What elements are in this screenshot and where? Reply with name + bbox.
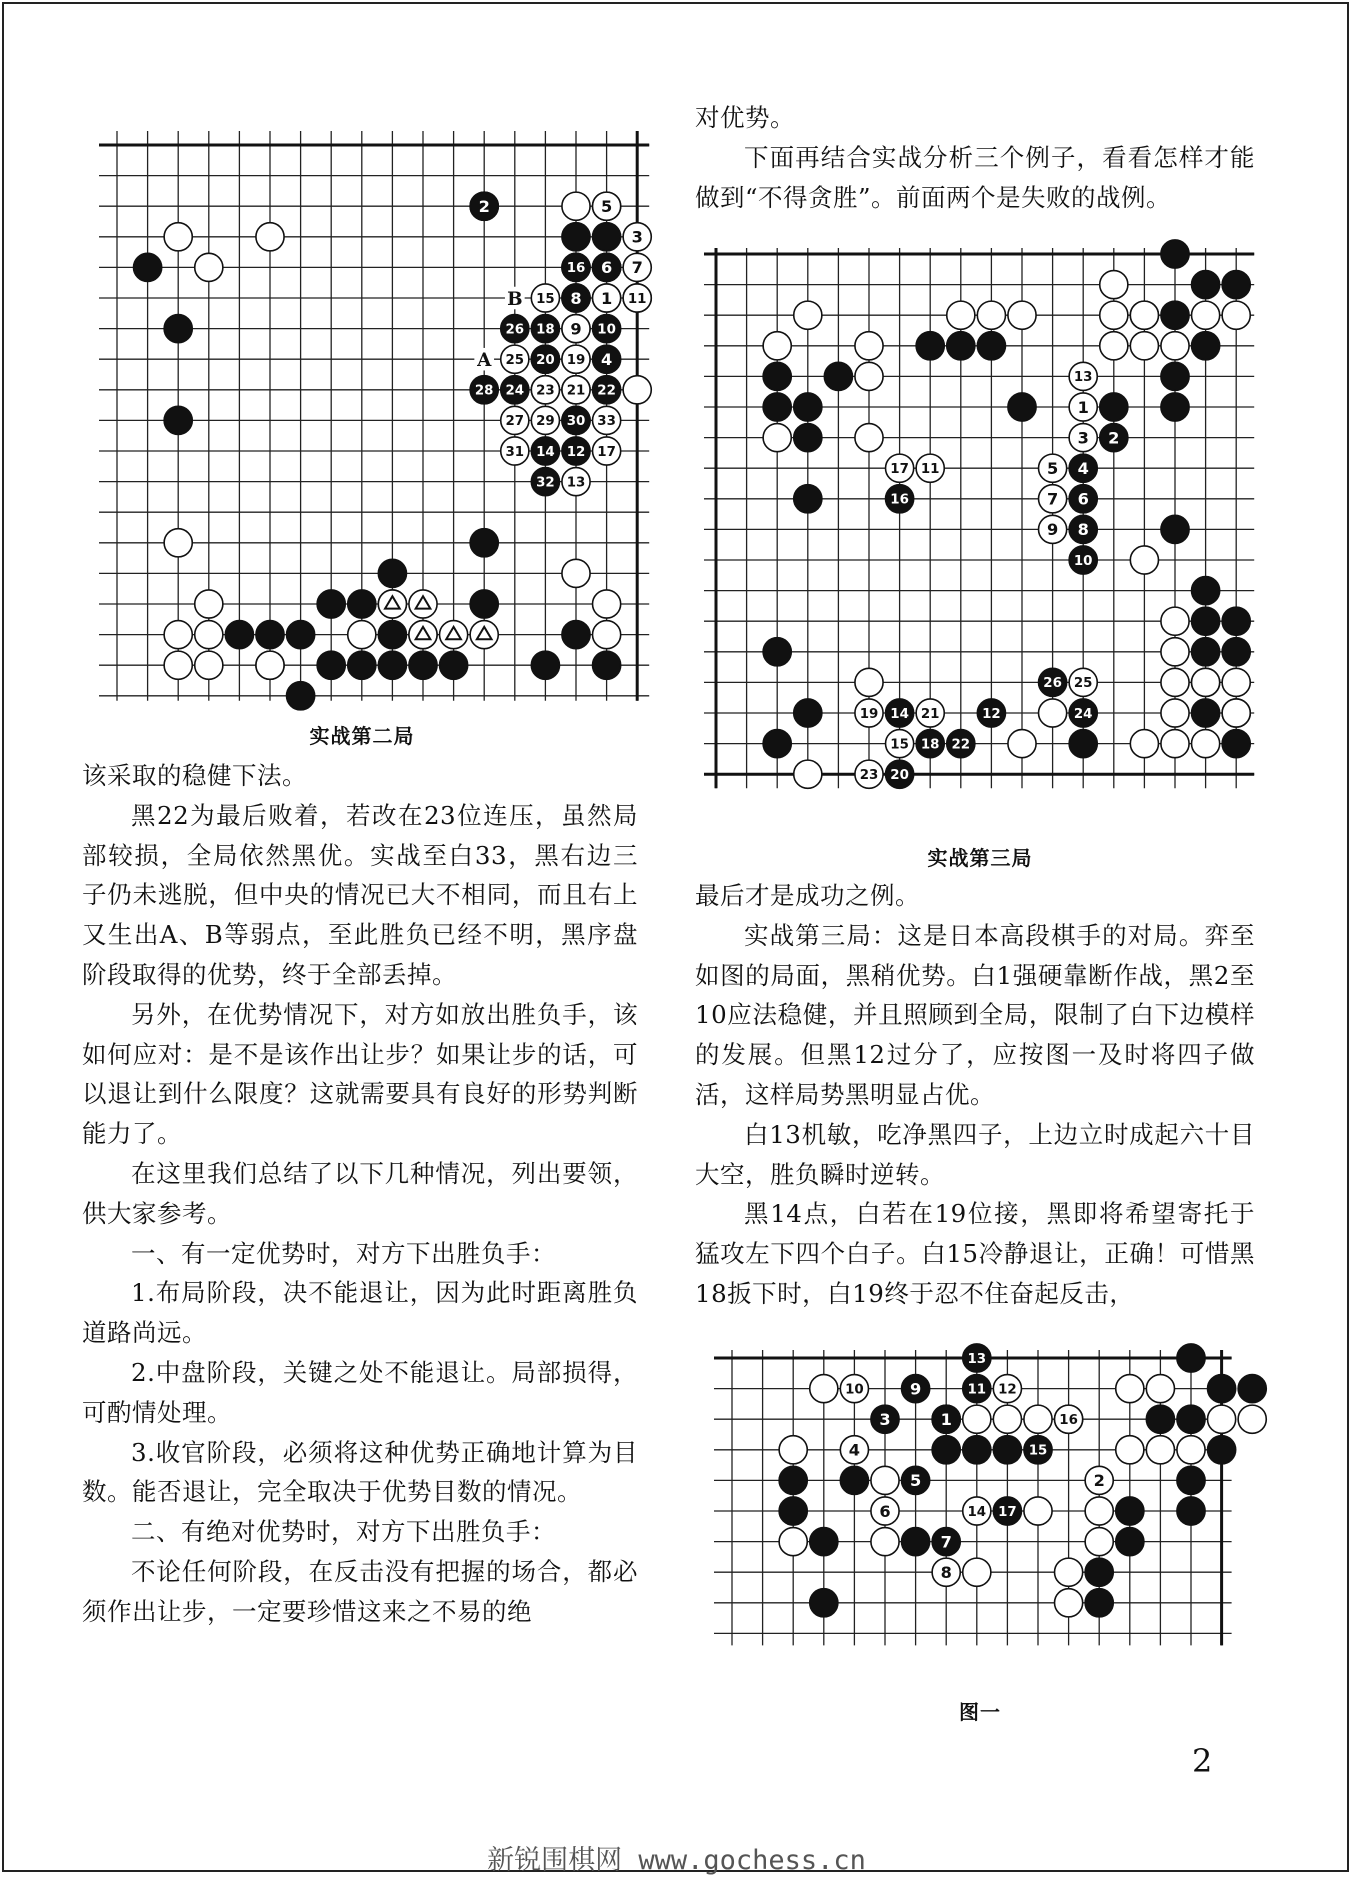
black-stone [440, 651, 468, 679]
stone-number: 33 [597, 414, 616, 430]
white-stone [1161, 332, 1189, 360]
go-board-game3 [702, 248, 1258, 808]
black-stone [593, 223, 621, 251]
black-stone [1177, 1405, 1205, 1433]
paragraph: 在这里我们总结了以下几种情况，列出要领，供大家参考。 [82, 1158, 638, 1228]
stone-number: 7 [940, 1532, 952, 1552]
black-stone [531, 651, 559, 679]
paragraph: 3.收官阶段，必须将这种优势正确地计算为目数。能否退让，完全取决于优势目数的情况。 [82, 1437, 638, 1507]
black-stone [1161, 240, 1189, 268]
black-stone [810, 1589, 838, 1617]
stone-number: 8 [940, 1563, 952, 1583]
black-stone [763, 393, 791, 421]
black-stone [794, 485, 822, 513]
black-stone [1161, 393, 1189, 421]
footer-watermark: 新锐围棋网 www.gochess.cn [487, 1845, 866, 1876]
white-stone [256, 223, 284, 251]
paragraph: 另外，在优势情况下，对方如放出胜负手，该如何应对：是不是该作出让步？如果让步的话，可以退让到什么限度？这就需要具有良好的形势判断能力了。 [82, 999, 638, 1149]
paragraph: 下面再结合实战分析三个例子，看看怎样才能做到“不得贪胜”。前面两个是失败的战例。 [695, 142, 1255, 212]
stone-number: 16 [1059, 1413, 1078, 1429]
paragraph: 不论任何阶段，在反击没有把握的场合，都必须作出让步，一定要珍惜这来之不易的绝 [82, 1556, 638, 1626]
black-stone [1177, 1466, 1205, 1494]
stone-number: 5 [600, 197, 613, 217]
white-stone [779, 1436, 807, 1464]
stone-number: 28 [474, 383, 494, 399]
white-stone [763, 332, 791, 360]
board-svg [702, 1340, 1258, 1680]
black-stone [1222, 638, 1250, 666]
stone-number: 31 [505, 444, 525, 460]
black-stone [562, 621, 590, 649]
stone-number: 15 [890, 737, 909, 753]
white-stone [977, 301, 1005, 329]
stone-number: 1 [1077, 397, 1089, 417]
stone-number: 16 [566, 261, 586, 277]
stone-number: 9 [570, 319, 582, 339]
black-stone [134, 253, 162, 281]
stone-number: 14 [536, 444, 555, 460]
black-stone [794, 393, 822, 421]
stone-number: 26 [1043, 676, 1062, 692]
stone-number: 20 [536, 353, 555, 369]
board-letter-B: B [507, 289, 523, 311]
white-stone [1192, 730, 1220, 758]
stone-number: 1 [600, 288, 613, 308]
stone-number: 23 [536, 383, 555, 399]
white-stone [1100, 332, 1128, 360]
white-stone [623, 376, 651, 404]
stone-number: 27 [505, 414, 525, 430]
black-stone [779, 1466, 807, 1494]
black-stone [810, 1528, 838, 1556]
white-stone [947, 301, 975, 329]
white-stone [794, 760, 822, 788]
black-stone [1222, 271, 1250, 299]
white-stone-triangle [409, 590, 437, 618]
black-stone [287, 682, 315, 710]
paragraph: 一、有一定优势时，对方下出胜负手： [131, 1238, 556, 1268]
white-stone [1008, 730, 1036, 758]
black-stone [317, 590, 345, 618]
black-stone [1161, 515, 1189, 543]
stone-number: 2 [1108, 428, 1120, 448]
numbered-black-stone [963, 1436, 991, 1464]
white-stone [1161, 699, 1189, 727]
paragraph: 该采取的稳健下法。 [82, 761, 307, 790]
stone-number: 22 [951, 737, 971, 753]
white-stone [195, 651, 223, 679]
numbered-black-stone [932, 1436, 960, 1464]
black-stone [1177, 1497, 1205, 1525]
stone-number: 2 [1093, 1471, 1105, 1491]
stone-number: 8 [570, 288, 582, 308]
black-stone [947, 332, 975, 360]
white-stone [1008, 301, 1036, 329]
black-stone [779, 1497, 807, 1525]
white-stone [1146, 1375, 1174, 1403]
white-stone [1192, 668, 1220, 696]
white-stone [562, 192, 590, 220]
white-stone [1161, 668, 1189, 696]
stone-number: 12 [982, 706, 1001, 722]
white-stone [1130, 730, 1158, 758]
black-stone [1192, 577, 1220, 605]
white-stone [1177, 1436, 1205, 1464]
stone-number: 4 [848, 1440, 861, 1460]
caption-figure1: 图一 [959, 1700, 1001, 1724]
stone-number: 11 [967, 1382, 987, 1398]
white-stone [593, 621, 621, 649]
black-stone [348, 590, 376, 618]
black-stone [1146, 1405, 1174, 1433]
white-stone [1116, 1375, 1144, 1403]
black-stone [1192, 271, 1220, 299]
stone-number: 17 [890, 462, 909, 478]
black-stone [409, 651, 437, 679]
paragraph: 对优势。 [695, 103, 795, 132]
stone-number: 19 [566, 353, 586, 369]
black-stone [1192, 332, 1220, 360]
stone-number: 32 [536, 475, 555, 491]
black-stone [902, 1528, 930, 1556]
white-stone [1222, 301, 1250, 329]
white-stone-triangle [440, 621, 468, 649]
stone-number: 12 [566, 444, 586, 460]
stone-number: 5 [1046, 459, 1059, 479]
stone-number: 19 [859, 706, 879, 722]
stone-number: 13 [1073, 370, 1093, 386]
stone-number: 2 [478, 197, 490, 217]
white-stone [195, 621, 223, 649]
black-stone [763, 638, 791, 666]
white-stone [164, 529, 192, 557]
white-stone [164, 223, 192, 251]
stone-number: 13 [967, 1351, 987, 1367]
paragraph: 实战第三局：这是日本高段棋手的对局。弈至如图的局面，黑稍优势。白1强硬靠断作战，黑2至10应法稳健，并且照顾到全局，限制了白下边模样的发展。但黑12过分了，应按图一及时将四子做活，这样局势黑明显占优。 [695, 920, 1255, 1109]
white-stone-triangle [409, 621, 437, 649]
paragraph: 黑22为最后败着，若改在23位连压，虽然局部较损，全局依然黑优。实战至白33，黑右边三子仍未逃脱，但中央的情况已大不相同，而且右上又生出A、B等弱点，至此胜负已经不明，黑序盘阶段取得的优势，终于全部丢掉。 [82, 800, 638, 989]
stone-number: 24 [505, 383, 525, 399]
white-stone [164, 651, 192, 679]
stone-number: 11 [627, 291, 647, 307]
black-stone [916, 332, 944, 360]
white-stone [1161, 638, 1189, 666]
white-stone [1055, 1558, 1083, 1586]
white-stone [1100, 301, 1128, 329]
white-stone [1161, 607, 1189, 635]
white-stone [1146, 1436, 1174, 1464]
white-stone [1208, 1405, 1236, 1433]
stone-number: 9 [1046, 520, 1059, 540]
black-stone [1222, 730, 1250, 758]
white-stone [855, 668, 883, 696]
white-stone [855, 424, 883, 452]
black-stone [763, 730, 791, 758]
stone-number: 7 [1046, 489, 1059, 509]
stone-number: 30 [566, 414, 586, 430]
black-stone [794, 424, 822, 452]
stone-number: 17 [597, 444, 616, 460]
stone-number: 18 [920, 737, 940, 753]
white-stone [779, 1528, 807, 1556]
stone-number: 6 [600, 258, 613, 278]
stone-number: 23 [859, 768, 879, 784]
black-stone [1116, 1528, 1144, 1556]
white-stone [1161, 730, 1189, 758]
stone-number: 4 [1077, 459, 1089, 479]
stone-number: 12 [998, 1382, 1017, 1398]
black-stone [164, 406, 192, 434]
board-letter-A: A [477, 350, 492, 372]
go-board-figure1 [702, 1340, 1258, 1680]
white-stone [1100, 271, 1128, 299]
stone-number: 26 [505, 322, 525, 338]
stone-number: 3 [631, 227, 643, 247]
white-stone [1238, 1405, 1266, 1433]
white-stone [1130, 301, 1158, 329]
white-stone [871, 1466, 899, 1494]
left-column-text [82, 756, 638, 1632]
stone-number: 25 [505, 353, 525, 369]
right-column-middle-text [695, 876, 1255, 1314]
white-stone [1222, 699, 1250, 727]
white-stone [1192, 301, 1220, 329]
white-stone [593, 590, 621, 618]
black-stone [164, 315, 192, 343]
paragraph: 二、有绝对优势时，对方下出胜负手： [131, 1517, 556, 1547]
stone-number: 6 [1077, 489, 1089, 509]
stone-number: 21 [920, 706, 940, 722]
black-stone [225, 621, 253, 649]
stone-number: 15 [1028, 1443, 1048, 1459]
black-stone [1192, 607, 1220, 635]
black-stone [1085, 1589, 1113, 1617]
black-stone [840, 1466, 868, 1494]
white-stone [794, 301, 822, 329]
white-stone [1130, 332, 1158, 360]
white-stone [1085, 1497, 1113, 1525]
black-stone [1100, 393, 1128, 421]
caption-game2: 实战第二局 [309, 724, 415, 748]
black-stone [562, 223, 590, 251]
black-stone [470, 590, 498, 618]
stone-number: 10 [597, 322, 616, 338]
stone-number: 14 [890, 706, 909, 722]
black-stone [977, 332, 1005, 360]
paragraph: 白13机敏，吃净黑四子，上边立时成起六十目大空，胜负瞬时逆转。 [695, 1119, 1255, 1189]
paragraph: 2.中盘阶段，关键之处不能退让。局部损得，可酌情处理。 [82, 1357, 638, 1427]
stone-number: 24 [1073, 706, 1093, 722]
black-stone [378, 559, 406, 587]
stone-number: 22 [597, 383, 616, 399]
stone-number: 14 [967, 1504, 987, 1520]
white-stone [963, 1405, 991, 1433]
numbered-black-stone [993, 1436, 1021, 1464]
stone-number: 3 [879, 1410, 891, 1430]
black-stone [378, 651, 406, 679]
white-stone-triangle [470, 621, 498, 649]
black-stone [348, 651, 376, 679]
stone-number: 16 [890, 492, 909, 508]
white-stone [993, 1405, 1021, 1433]
stone-number: 10 [845, 1382, 864, 1398]
stone-number: 15 [536, 291, 555, 307]
white-stone [1222, 668, 1250, 696]
black-stone [1208, 1375, 1236, 1403]
white-stone [256, 651, 284, 679]
white-stone [871, 1528, 899, 1556]
black-stone [1192, 638, 1220, 666]
white-stone [763, 424, 791, 452]
black-stone [1116, 1497, 1144, 1525]
white-stone [1024, 1405, 1052, 1433]
white-stone [1130, 546, 1158, 574]
white-stone [855, 362, 883, 390]
black-stone [794, 699, 822, 727]
board-svg [84, 115, 647, 700]
stone-number: 10 [1073, 553, 1093, 569]
stone-number: 9 [909, 1379, 922, 1399]
stone-number: 8 [1077, 520, 1089, 540]
right-column-top-text [695, 98, 1255, 217]
white-stone [1116, 1436, 1144, 1464]
black-stone [1085, 1558, 1113, 1586]
paragraph: 最后才是成功之例。 [695, 881, 920, 910]
paragraph: 黑14点，白若在19位接，黑即将希望寄托于猛攻左下四个白子。白15冷静退让，正确！可惜黑18扳下时，白19终于忍不住奋起反击， [695, 1199, 1255, 1308]
black-stone [378, 621, 406, 649]
black-stone [593, 651, 621, 679]
white-stone [195, 253, 223, 281]
white-stone [562, 559, 590, 587]
black-stone [470, 529, 498, 557]
stone-number: 11 [920, 462, 940, 478]
black-stone [1008, 393, 1036, 421]
stone-number: 20 [890, 768, 909, 784]
white-stone [1055, 1589, 1083, 1617]
black-stone [763, 362, 791, 390]
stone-number: 21 [566, 383, 586, 399]
black-stone [1192, 699, 1220, 727]
black-stone [824, 362, 852, 390]
page-number: 2 [1192, 1742, 1213, 1780]
stone-number: 25 [1073, 676, 1093, 692]
black-stone [1069, 730, 1097, 758]
black-stone [317, 651, 345, 679]
white-stone [810, 1375, 838, 1403]
white-stone [348, 621, 376, 649]
stone-number: 1 [940, 1410, 952, 1430]
black-stone [1177, 1344, 1205, 1372]
black-stone [1222, 607, 1250, 635]
white-stone [1085, 1528, 1113, 1556]
white-stone [195, 590, 223, 618]
stone-number: 4 [600, 350, 613, 370]
black-stone [256, 621, 284, 649]
white-stone [164, 621, 192, 649]
white-stone [1024, 1497, 1052, 1525]
stone-number: 29 [536, 414, 555, 430]
stone-number: 3 [1077, 428, 1089, 448]
black-stone [287, 621, 315, 649]
stone-number: 17 [998, 1504, 1017, 1520]
paragraph: 1.布局阶段，决不能退让，因为此时距离胜负道路尚远。 [82, 1278, 638, 1348]
white-stone-triangle [378, 590, 406, 618]
white-stone [855, 332, 883, 360]
stone-number: 13 [566, 475, 586, 491]
stone-number: 6 [879, 1501, 891, 1521]
board-svg [702, 248, 1258, 808]
go-board-game2 [84, 115, 647, 700]
black-stone [1161, 362, 1189, 390]
white-stone [963, 1558, 991, 1586]
caption-game3: 实战第三局 [927, 846, 1033, 870]
stone-number: 7 [631, 258, 643, 278]
black-stone [1208, 1436, 1236, 1464]
black-stone [1238, 1375, 1266, 1403]
stone-number: 18 [536, 322, 555, 338]
black-stone [1161, 301, 1189, 329]
white-stone [1039, 699, 1067, 727]
stone-number: 5 [909, 1471, 922, 1491]
